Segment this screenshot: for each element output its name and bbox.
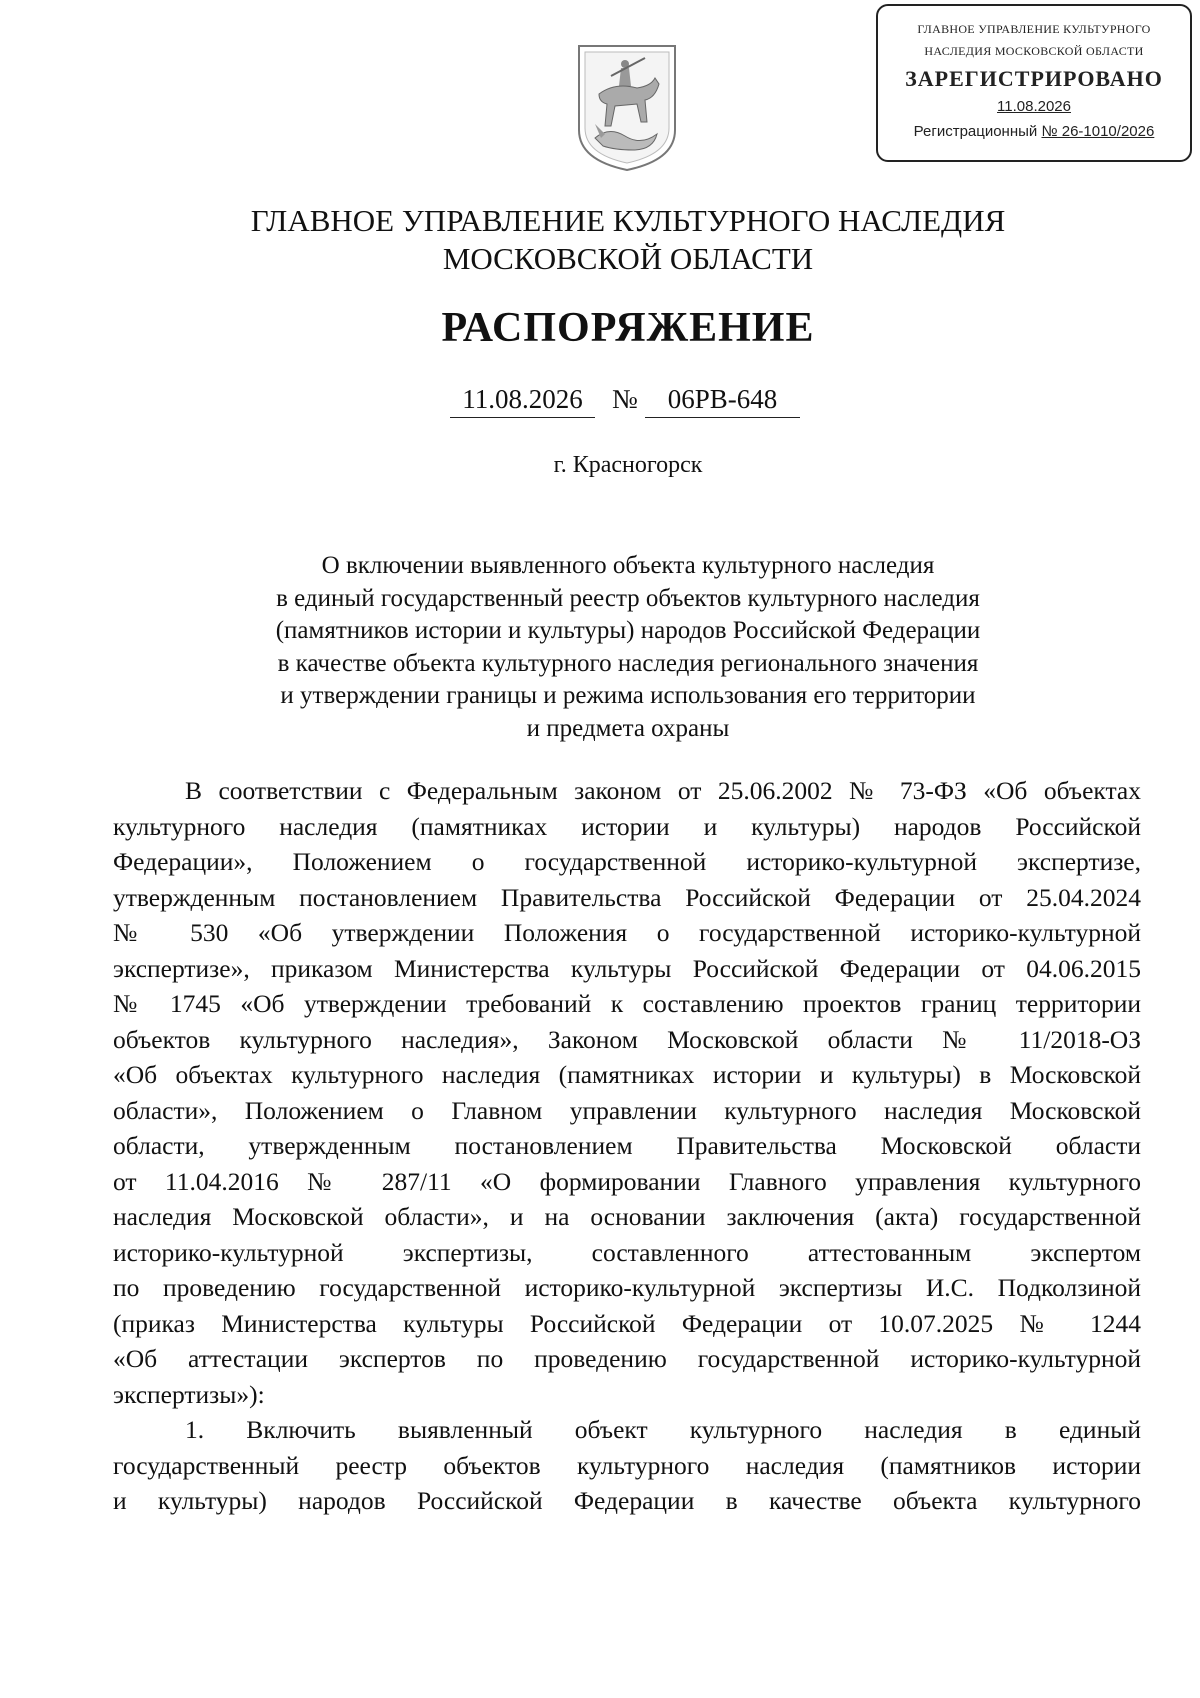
number-symbol: №	[612, 384, 638, 414]
subject-line: в качестве объекта культурного наследия регионального значения	[277, 649, 979, 677]
body-line: и культуры) народов Российской Федерации в качестве объекта культурного	[113, 1486, 1141, 1515]
subject-line: О включении выявленного объекта культурного наследия	[321, 552, 935, 579]
stamp-reg-label: Регистрационный	[913, 123, 1038, 140]
stamp-date: 11.08.2026	[997, 98, 1071, 115]
preamble-paragraph	[113, 773, 1141, 1412]
document-type-title: РАСПОРЯЖЕНИЕ	[441, 305, 815, 351]
org-name-line: МОСКОВСКОЙ ОБЛАСТИ	[442, 241, 814, 276]
stamp-reg	[878, 123, 1190, 140]
stamp-org-line: НАСЛЕДИЯ МОСКОВСКОЙ ОБЛАСТИ	[924, 44, 1144, 58]
org-name-line: ГЛАВНОЕ УПРАВЛЕНИЕ КУЛЬТУРНОГО НАСЛЕДИЯ	[250, 203, 1006, 238]
body-line: наследия Московской области», и на основании заключения (акта) государственной	[113, 1202, 1141, 1231]
body-line: (приказ Министерства культуры Российской Федерации от 10.07.2025 № 1244	[113, 1308, 1141, 1338]
body-line: 1. Включить выявленный объект культурного наследия в единый	[185, 1415, 1141, 1444]
body-line: историко-культурной экспертизы, составленного аттестованным экспертом	[113, 1237, 1141, 1267]
body-line: государственный реестр объектов культурного наследия (памятников истории	[113, 1450, 1141, 1480]
body-line: области», Положением о Главном управлении культурного наследия Московской	[113, 1095, 1141, 1125]
body-line: от 11.04.2016 № 287/11 «О формировании Главного управления культурного	[113, 1166, 1141, 1196]
body-line: «Об объектах культурного наследия (памятниках истории и культуры) в Московской	[113, 1060, 1141, 1089]
registration-stamp	[876, 4, 1192, 162]
stamp-org-line: ГЛАВНОЕ УПРАВЛЕНИЕ КУЛЬТУРНОГО	[917, 22, 1151, 36]
coat-of-arms-emblem	[575, 42, 679, 174]
body-line: экспертизе», приказом Министерства культуры Российской Федерации от 04.06.2015	[113, 953, 1141, 983]
stamp-reg-number: № 26-1010/2026	[1041, 123, 1155, 140]
document-subject	[150, 550, 1106, 745]
body-line: Федерации», Положением о государственной историко-культурной экспертизе,	[113, 847, 1141, 876]
document-number: 06РВ-648	[645, 384, 800, 418]
body-line: утвержденным постановлением Правительства Российской Федерации от 25.04.2024	[113, 882, 1141, 912]
stamp-status: ЗАРЕГИСТРИРОВАНО	[905, 66, 1163, 91]
subject-line: (памятников истории и культуры) народов Российской Федерации	[275, 617, 981, 644]
body-line: экспертизы»):	[113, 1379, 265, 1409]
body-line: по проведению государственной историко-культурной экспертизы И.С. Подколзиной	[113, 1273, 1141, 1302]
document-body	[113, 773, 1141, 1519]
subject-line: и предмета охраны	[526, 714, 730, 742]
body-line: объектов культурного наследия», Законом Московской области № 11/2018-ОЗ	[113, 1024, 1141, 1054]
stamp-org-name	[878, 18, 1190, 62]
body-line: № 530 «Об утверждении Положения о государственной историко-культурной	[113, 918, 1141, 947]
document-city: г. Красногорск	[553, 452, 703, 478]
body-line: области, утвержденным постановлением Правительства Московской области	[113, 1131, 1141, 1160]
body-line: В соответствии с Федеральным законом от 25.06.2002 № 73-ФЗ «Об объектах	[185, 776, 1141, 805]
item-1-paragraph	[113, 1412, 1141, 1519]
body-line: «Об аттестации экспертов по проведению государственной историко-культурной	[113, 1344, 1141, 1373]
body-line: культурного наследия (памятниках истории и культуры) народов Российской	[113, 811, 1141, 841]
subject-line: в единый государственный реестр объектов культурного наследия	[276, 584, 980, 612]
document-date: 11.08.2026	[450, 384, 595, 418]
subject-line: и утверждении границы и режима использования его территории	[280, 682, 976, 709]
body-line: № 1745 «Об утверждении требований к составлению проектов границ территории	[113, 989, 1141, 1018]
